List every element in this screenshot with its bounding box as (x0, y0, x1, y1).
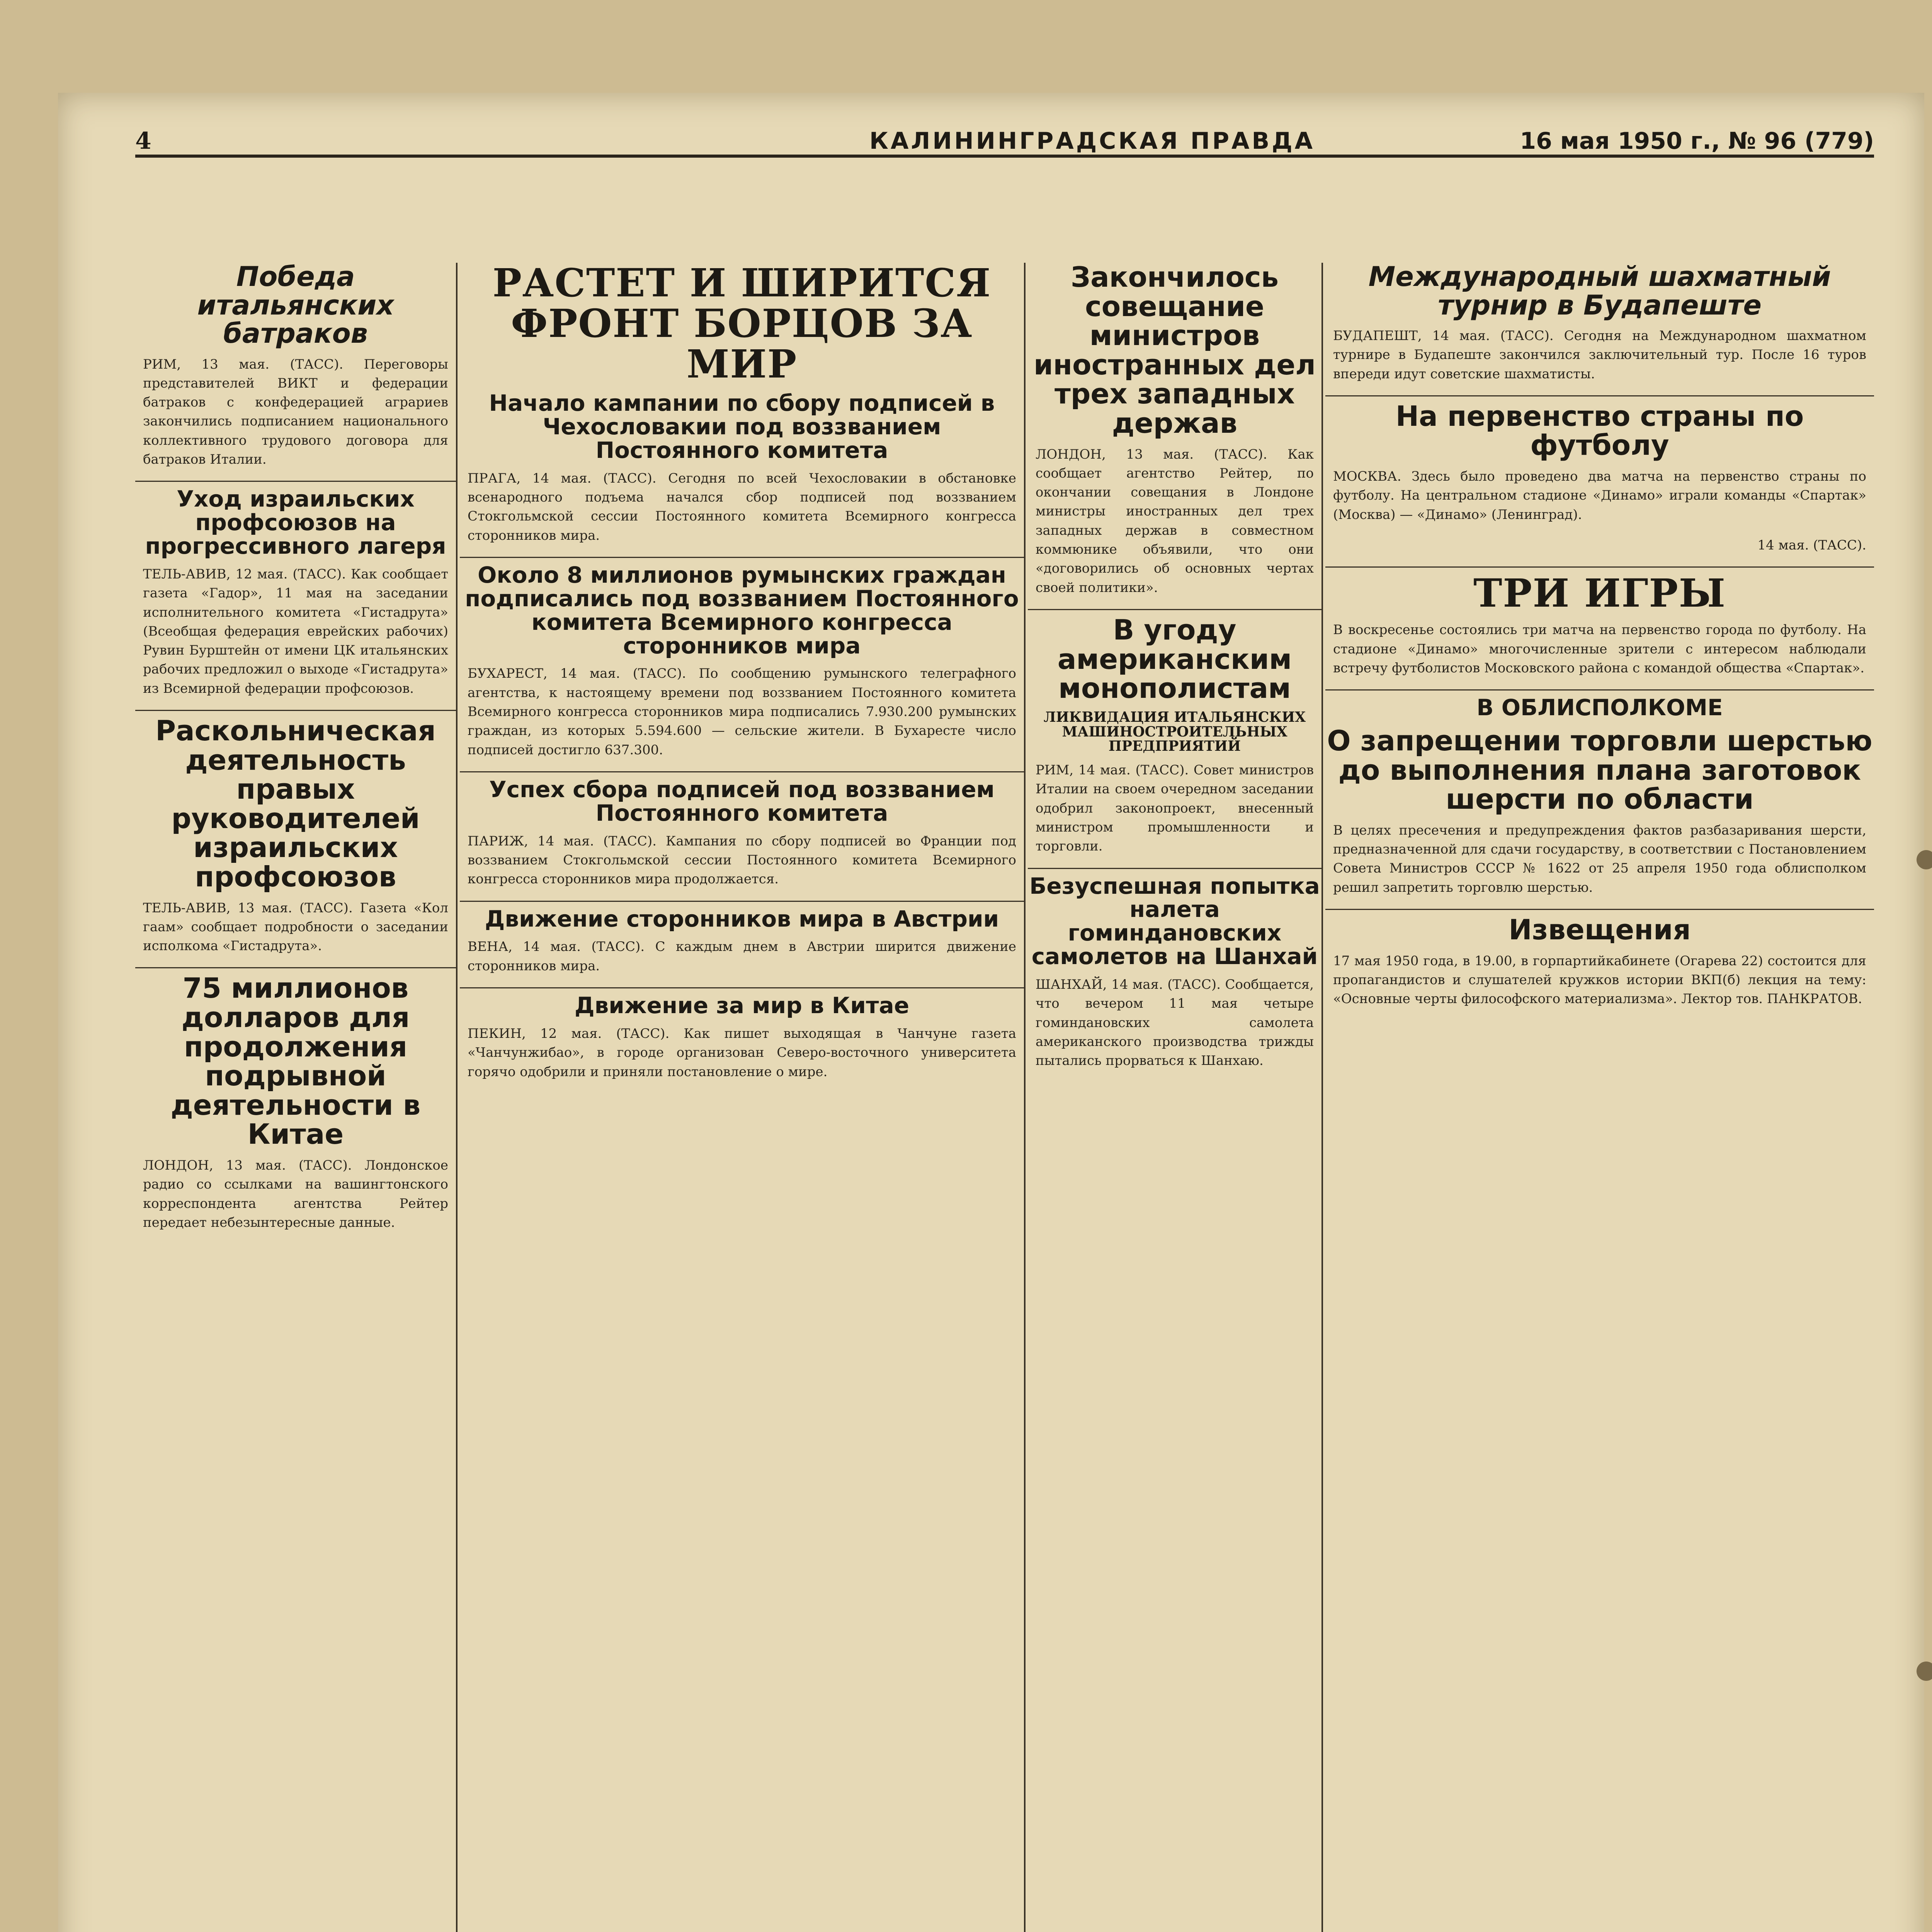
article-headline: В угоду американским монополистам (1057, 613, 1292, 705)
article-body: МОСКВА. Здесь было проведено два матча на первенство страны по футболу. На центральном стадионе «Динамо» играли команды «Спартак» (Москва) — «Динамо» (Ленинград). (1333, 469, 1866, 522)
article-body: БУДАПЕШТ, 14 мая. (ТАСС). Сегодня на Международном шахматном турнире в Будапеште закончился заключительный тур. После 16 туров впереди идут советские шахматисты. (1333, 328, 1866, 382)
article-body: В воскресенье состоялись три матча на первенство города по футболу. На стадионе «Динамо» многочисленные зрители с интересом наблюдали встречу футболистов Московского района с командой общества «Спартак». (1333, 622, 1866, 676)
column-1 (135, 263, 457, 1932)
article-body: ШАНХАЙ, 14 мая. (ТАСС). Сообщается, что вечером 11 мая четыре гоминдановских самолета американского производства трижды пытались прорваться к Шанхаю. (1036, 977, 1314, 1069)
article-body: ТЕЛЬ-АВИВ, 13 мая. (ТАСС). Газета «Кол гаам» сообщает подробности о заседании исполкома «Гистадрута». (143, 900, 448, 954)
article-body: ВЕНА, 14 мая. (ТАСС). С каждым днем в Австрии ширится движение сторонников мира. (468, 939, 1016, 974)
article-headline: Извещения (1509, 913, 1691, 946)
article-body: РИМ, 13 мая. (ТАСС). Переговоры представителей ВИКТ и федерации батраков с конфедерацией аграриев закончились подписанием национального коллективного трудового договора для батраков Италии. (143, 356, 448, 467)
article-body: ПАРИЖ, 14 мая. (ТАСС). Кампания по сбору подписей во Франции под воззванием Стокгольмской сессии Постоянного комитета Всемирного конгресса сторонников мира продолжается. (468, 833, 1016, 887)
article-body: РИМ, 14 мая. (ТАСС). Совет министров Италии на своем очередном заседании одобрил законопроект, внесенный министром промышленности и торговли. (1036, 762, 1314, 854)
article-body: ПЕКИН, 12 мая. (ТАСС). Как пишет выходящая в Чанчуне газета «Чанчунжибао», в городе организован Северо-восточного университета горячо одобрили и приняли постановление о мире. (468, 1026, 1016, 1080)
article-headline: Победа итальянских батраков (197, 263, 394, 349)
article-headline: ТРИ ИГРЫ (1473, 570, 1726, 616)
article-subheadline: Начало кампании по сбору подписей в Чехословакии под воззванием Постоянного комитета (489, 390, 995, 463)
article-subheadline: ЛИКВИДАЦИЯ ИТАЛЬЯНСКИХ МАШИНОСТРОИТЕЛЬНЫХ ПРЕДПРИЯТИЙ (1043, 709, 1306, 755)
article-headline: Успех сбора подписей под воззванием Постоянного комитета (489, 776, 995, 826)
article-body: ЛОНДОН, 13 мая. (ТАСС). Лондонское радио со ссылками на вашингтонского корреспондента агентства Рейтер передает небезынтересные данные. (143, 1158, 448, 1230)
lead-headline: РАСТЕТ И ШИРИТСЯ ФРОНТ БОРЦОВ ЗА МИР (492, 263, 992, 387)
article-headline: Около 8 миллионов румынских граждан подписались под воззванием Постоянного комитета Всемирного конгресса сторонников мира (465, 561, 1019, 659)
article-headline: Безуспешная попытка налета гоминдановских самолетов на Шанхай (1029, 872, 1320, 970)
article-headline: Движение за мир в Китае (574, 992, 910, 1019)
article-body: ЛОНДОН, 13 мая. (ТАСС). Как сообщает агентство Рейтер, по окончании совещания в Лондоне министры иностранных дел трех западных держав в совместном коммюнике объявили, что они «договорились об основных чертах своей политики». (1036, 446, 1314, 595)
article-body: ПРАГА, 14 мая. (ТАСС). Сегодня по всей Чехословакии в обстановке всенародного подъема начался сбор подписей под воззванием Стокгольмской сессии Постоянного комитета Всемирного конгресса сторонников мира. (468, 470, 1016, 543)
issue-date: 16 мая 1950 г., № 96 (779) (1520, 128, 1874, 155)
article-signature: 14 мая. (ТАСС). (1757, 537, 1866, 553)
article-body: В целях пресечения и предупреждения фактов разбазаривания шерсти, предназначенной для сдачи государству, в соответствии с Постановлением Совета Министров СССР № 1622 от 25 апреля 1950 года облисполком решил запретить торговлю шерстью. (1333, 822, 1866, 895)
newspaper-title: КАЛИНИНГРАДСКАЯ ПРАВДА (869, 128, 1315, 155)
article-body: ТЕЛЬ-АВИВ, 12 мая. (ТАСС). Как сообщает газета «Гадор», 11 мая на заседании исполнительного комитета «Гистадрута» (Всеобщая федерация еврейских рабочих) Рувин Бурштейн от имени ЦК итальянских рабочих предложил о выходе «Гистадрута» из Всемирной федерации профсоюзов. (143, 566, 448, 696)
article-headline: Уход израильских профсоюзов на прогрессивного лагеря (145, 486, 446, 560)
article-headline: Международный шахматный турнир в Будапеште (1368, 263, 1831, 321)
masthead (135, 128, 1874, 158)
column-4 (1325, 263, 1874, 1932)
article-headline: Раскольническая деятельность правых руководителей израильских профсоюзов (155, 714, 436, 893)
column-2 (460, 263, 1026, 1932)
column-3 (1028, 263, 1323, 1932)
rubric-label: В ОБЛИСПОЛКОМЕ (1476, 694, 1723, 721)
page-number: 4 (135, 128, 151, 155)
article-headline: Движение сторонников мира в Австрии (485, 905, 999, 932)
article-headline: Закончилось совещание министров иностранных дел трех западных держав (1033, 263, 1316, 439)
article-headline: О запрещении торговли шерстью до выполнения плана заготовок шерсти по области (1327, 724, 1872, 816)
article-body: БУХАРЕСТ, 14 мая. (ТАСС). По сообщению румынского телеграфного агентства, к настоящему времени под воззванием Постоянного комитета Всемирного конгресса сторонников мира подписались 7.930.200 румынских граждан, из которых 5.594.600 — сельские жители. В Бухаресте число подписей достигло 637.300. (468, 666, 1016, 758)
article-headline: На первенство страны по футболу (1395, 400, 1804, 462)
article-headline: 75 миллионов долларов для продолжения подрывной деятельности в Китае (170, 972, 421, 1151)
article-body: 17 мая 1950 года, в 19.00, в горпартийкабинете (Огарева 22) состоится для пропагандистов и слушателей кружков истории ВКП(б) лекция на тему: «Основные черты философского материализма». Лектор тов. ПАНКРАТОВ. (1333, 953, 1866, 1007)
